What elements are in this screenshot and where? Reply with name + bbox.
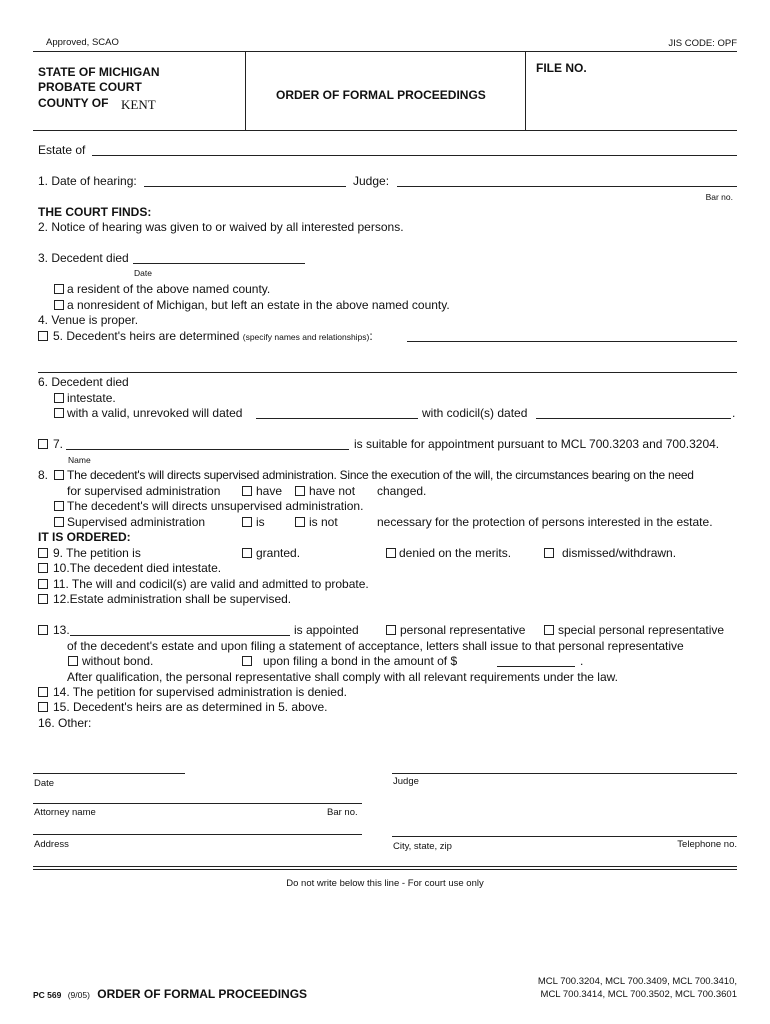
court-use-divider-1	[33, 866, 737, 867]
item-15-text: 15. Decedent's heirs are as determined in 5. above.	[53, 700, 328, 714]
have-label: have	[256, 484, 283, 498]
nonresident-label: a nonresident of Michigan, but left an estate in the above named county.	[67, 298, 450, 312]
item-14-text: 14. The petition for supervised administration is denied.	[53, 685, 347, 699]
date-signature-field[interactable]	[33, 773, 185, 774]
judge-label: Judge:	[353, 174, 390, 188]
item-8-label: 8.	[38, 468, 49, 482]
date-caption: Date	[134, 268, 152, 278]
hearing-date-label: 1. Date of hearing:	[38, 174, 137, 188]
pr-label: personal representative	[400, 623, 526, 637]
court-finds-heading: THE COURT FINDS:	[38, 205, 152, 219]
approved-text: Approved, SCAO	[46, 37, 119, 48]
date-caption-bottom: Date	[34, 778, 55, 789]
item-13-line-4: After qualification, the personal representative shall comply with all relevant requirements under the law.	[67, 670, 618, 684]
county-label: COUNTY OF	[38, 96, 109, 110]
item-13-line-2: of the decedent's estate and upon filing a statement of acceptance, letters shall issue to that personal representative	[67, 639, 684, 653]
will-date-field[interactable]	[256, 418, 418, 419]
item-8-line-4: Supervised administration	[67, 515, 206, 529]
heirs-field-2[interactable]	[38, 372, 737, 373]
dismissed-checkbox[interactable]	[544, 548, 554, 558]
item-8-line-1: The decedent's will directs supervised administration. Since the execution of the will, the circumstances bearing on the need	[67, 468, 694, 482]
item-8-line-4-end: necessary for the protection of persons interested in the estate.	[377, 515, 713, 529]
it-is-ordered-heading: IT IS ORDERED:	[38, 530, 131, 544]
unsupervised-will-checkbox[interactable]	[54, 501, 64, 511]
attorney-name-field[interactable]	[33, 803, 362, 804]
nonresident-checkbox[interactable]	[54, 300, 64, 310]
supervised-admin-checkbox[interactable]	[54, 517, 64, 527]
codicil-label: with codicil(s) dated	[422, 406, 528, 420]
court-use-notice: Do not write below this line - For court use only	[286, 878, 484, 889]
bond-amount-field[interactable]	[497, 666, 575, 667]
appointee-name-field[interactable]	[66, 449, 349, 450]
appointed-label: is appointed	[294, 623, 359, 637]
county-value[interactable]: KENT	[121, 97, 156, 112]
item-13-label: 13.	[53, 623, 70, 637]
address-caption: Address	[34, 839, 69, 850]
dismissed-label: dismissed/withdrawn.	[562, 546, 677, 560]
item-12-text: 12.Estate administration shall be supervised.	[53, 592, 292, 606]
have-not-checkbox[interactable]	[295, 486, 305, 496]
without-bond-checkbox[interactable]	[68, 656, 78, 666]
pr-checkbox[interactable]	[386, 625, 396, 635]
with-bond-label: upon filing a bond in the amount of $	[263, 654, 458, 668]
is-not-checkbox[interactable]	[295, 517, 305, 527]
jis-code: JIS CODE: OPF	[668, 38, 737, 49]
item-6-label: 6. Decedent died	[38, 375, 129, 389]
judge-signature-field[interactable]	[392, 773, 737, 774]
heirs-field-1[interactable]	[407, 341, 737, 342]
estate-field[interactable]	[92, 155, 737, 156]
item-7-label: 7.	[53, 437, 64, 451]
item-10-text: 10.The decedent died intestate.	[53, 561, 222, 575]
bar-no-caption: Bar no.	[705, 192, 733, 202]
file-no-label: FILE NO.	[536, 61, 587, 75]
item-9-label: 9. The petition is	[53, 546, 141, 560]
is-not-label: is not	[309, 515, 338, 529]
have-checkbox[interactable]	[242, 486, 252, 496]
item-5-label: 5. Decedent's heirs are determined	[53, 329, 240, 343]
judge-field[interactable]	[397, 186, 737, 187]
resident-label: a resident of the above named county.	[67, 282, 271, 296]
item-3-label: 3. Decedent died	[38, 251, 129, 265]
mcl-line-1: MCL 700.3204, MCL 700.3409, MCL 700.3410,	[537, 976, 737, 987]
without-bond-label: without bond.	[82, 654, 154, 668]
estate-label: Estate of	[38, 143, 86, 157]
item-15-checkbox[interactable]	[38, 702, 48, 712]
header-divider-1	[245, 51, 246, 131]
death-date-field[interactable]	[133, 263, 305, 264]
court-use-divider-2	[33, 869, 737, 870]
granted-checkbox[interactable]	[242, 548, 252, 558]
item-13-checkbox[interactable]	[38, 625, 48, 635]
resident-checkbox[interactable]	[54, 284, 64, 294]
item-5-note: (specify names and relationships)	[242, 332, 370, 342]
item-11-checkbox[interactable]	[38, 579, 48, 589]
mcl-line-2: MCL 700.3414, MCL 700.3502, MCL 700.3601	[540, 989, 737, 1000]
will-label: with a valid, unrevoked will dated	[67, 406, 243, 420]
intestate-label: intestate.	[67, 391, 116, 405]
other-field[interactable]	[100, 716, 737, 756]
item-7-text: is suitable for appointment pursuant to MCL 700.3203 and 700.3204.	[354, 437, 720, 451]
item-9-checkbox[interactable]	[38, 548, 48, 558]
item-6-period: .	[732, 406, 736, 420]
spr-checkbox[interactable]	[544, 625, 554, 635]
city-caption: City, state, zip	[393, 841, 452, 852]
granted-label: granted.	[256, 546, 301, 560]
court-state: STATE OF MICHIGAN	[38, 65, 160, 79]
telephone-caption: Telephone no.	[677, 839, 737, 850]
intestate-checkbox[interactable]	[54, 393, 64, 403]
item-4-text: 4. Venue is proper.	[38, 313, 139, 327]
item-11-text: 11. The will and codicil(s) are valid and admitted to probate.	[53, 577, 369, 591]
is-label: is	[256, 515, 265, 529]
attorney-caption: Attorney name	[34, 807, 96, 818]
item-8-line-2: for supervised administration	[67, 484, 221, 498]
is-checkbox[interactable]	[242, 517, 252, 527]
item-14-checkbox[interactable]	[38, 687, 48, 697]
denied-checkbox[interactable]	[386, 548, 396, 558]
judge-caption: Judge	[393, 776, 419, 787]
address-field[interactable]	[33, 834, 362, 835]
hearing-date-field[interactable]	[144, 186, 346, 187]
form-title: ORDER OF FORMAL PROCEEDINGS	[276, 88, 486, 102]
spr-label: special personal representative	[558, 623, 725, 637]
item-5-colon: :	[369, 329, 373, 343]
will-checkbox[interactable]	[54, 408, 64, 418]
codicil-date-field[interactable]	[536, 418, 731, 419]
file-no-field[interactable]	[536, 80, 731, 124]
form-revision: (9/05)	[67, 990, 90, 1000]
item-7-checkbox[interactable]	[38, 439, 48, 449]
item-13-period: .	[580, 654, 584, 668]
item-12-checkbox[interactable]	[38, 594, 48, 604]
item-10-checkbox[interactable]	[38, 563, 48, 573]
item-8-line-3: The decedent's will directs unsupervised administration.	[67, 499, 364, 513]
item-5-checkbox[interactable]	[38, 331, 48, 341]
pr-name-field[interactable]	[70, 635, 290, 636]
denied-label: denied on the merits.	[399, 546, 512, 560]
have-not-label: have not	[309, 484, 356, 498]
name-caption: Name	[68, 455, 91, 465]
court-name: PROBATE COURT	[38, 80, 142, 94]
attorney-bar-caption: Bar no.	[327, 807, 358, 818]
supervised-will-checkbox[interactable]	[54, 470, 64, 480]
changed-label: changed.	[377, 484, 427, 498]
footer-title: ORDER OF FORMAL PROCEEDINGS	[97, 987, 308, 1001]
item-16-label: 16. Other:	[38, 716, 92, 730]
header-divider-2	[525, 51, 526, 131]
form-number: PC 569	[33, 990, 62, 1000]
item-2-text: 2. Notice of hearing was given to or waived by all interested persons.	[38, 220, 404, 234]
with-bond-checkbox[interactable]	[242, 656, 252, 666]
city-state-zip-field[interactable]	[392, 836, 737, 837]
